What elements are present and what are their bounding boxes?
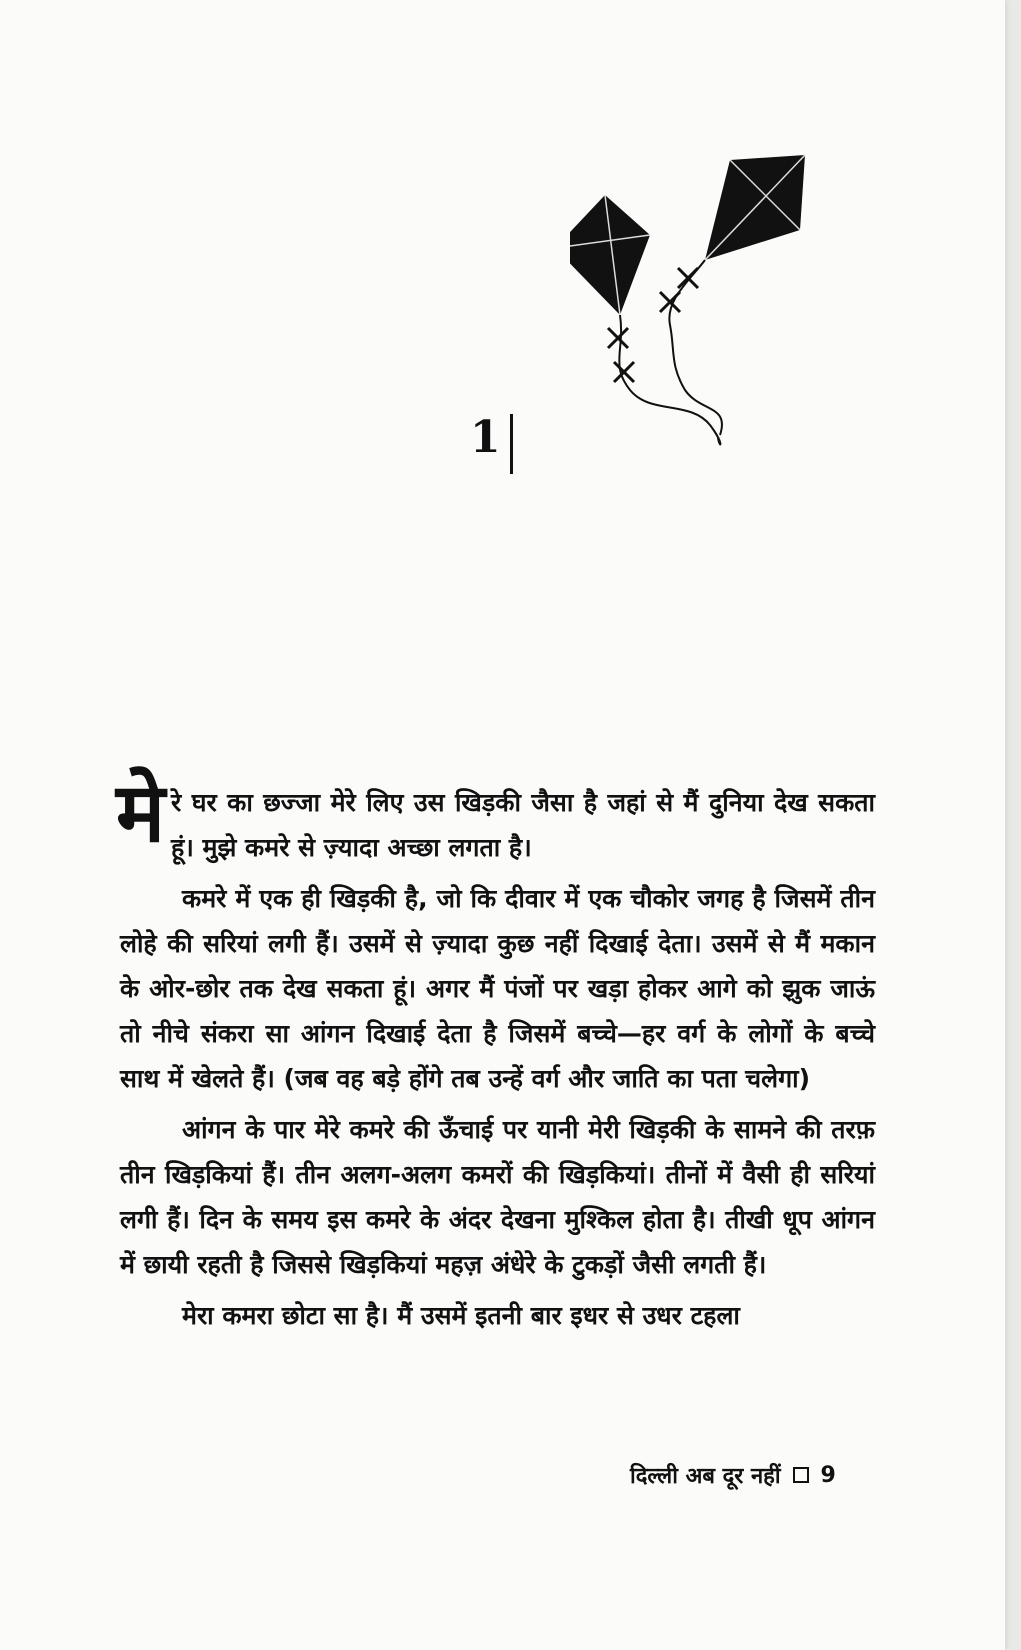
right-kite [705,155,805,260]
page-number: 9 [820,1462,836,1488]
drop-cap: मे [116,765,166,861]
paragraph-1-text: रे घर का छज्जा मेरे लिए उस खिड़की जैसा है जहां से मैं दुनिया देख सकता हूं। मुझे कमरे से ज़्यादा अच्छा लगता है। [171,788,875,862]
paragraph-2: कमरे में एक ही खिड़की है, जो कि दीवार में एक चौकोर जगह है जिसमें तीन लोहे की सरियां लगी हैं। उसमें से ज़्यादा कुछ नहीं दिखाई देता। उसमें से मैं मकान के ओर-छोर तक देख सकता हूं। अगर मैं पंजों पर खड़ा होकर आगे को झुक जाऊं तो नीचे संकरा सा आंगन दिखाई देता है जिसमें बच्चे—हर वर्ग के लोगों के बच्चे साथ में खेलते हैं। (जब वह बड़े होंगे तब उन्हें वर्ग और जाति का पता चलेगा) [120,884,875,1093]
right-tail-bow [660,268,698,312]
chapter-number: 1 [470,412,501,463]
paragraph-1 [116,765,875,870]
page-footer [630,1460,836,1490]
chapter-divider [510,414,513,474]
paragraph-3: आंगन के पार मेरे कमरे की ऊँचाई पर यानी मेरी खिड़की के सामने की तरफ़ तीन खिड़कियां हैं। तीन अलग-अलग कमरों की खिड़कियां। तीनों में वैसी ही सरियां लगी हैं। दिन के समय इस कमरे के अंदर देखना मुश्किल होता है। तीखी धूप आंगन में छायी रहती है जिससे खिड़कियां महज़ अंधेरे के टुकड़ों जैसी लगती हैं। [120,1115,875,1279]
book-title: दिल्ली अब दूर नहीं [630,1464,781,1489]
kites-illustration [570,150,870,470]
chapter-body [116,765,875,1338]
left-tail-bow [608,328,634,382]
left-kite [570,195,650,315]
paragraph-4: मेरा कमरा छोटा सा है। मैं उसमें इतनी बार इधर से उधर टहला [182,1301,740,1330]
square-bullet-icon [793,1467,809,1483]
